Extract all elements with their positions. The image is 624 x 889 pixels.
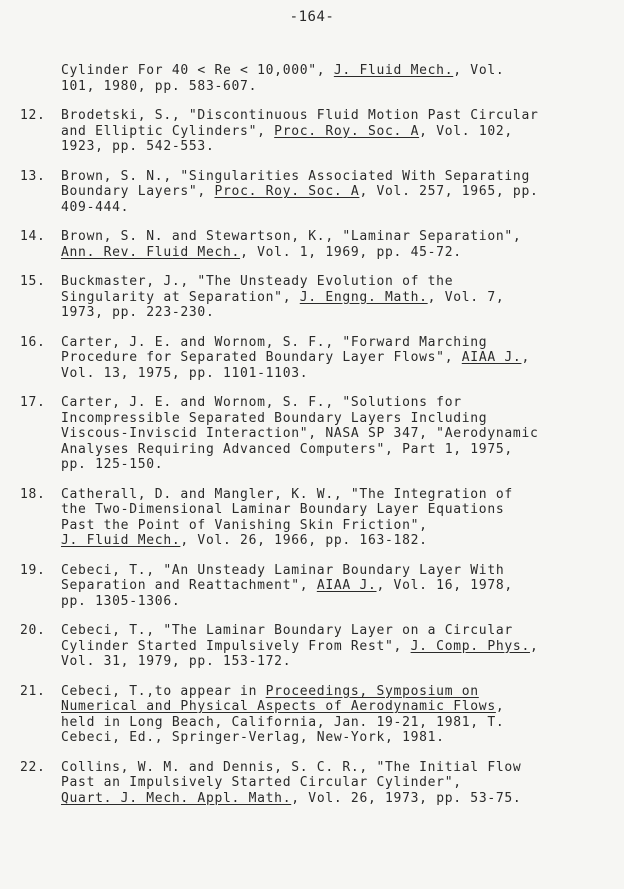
reference-line [61,290,616,306]
journal-title: Proceedings, Symposium on [265,683,479,699]
reference-line [61,411,616,427]
reference-line [61,139,616,155]
reference-item [20,487,616,549]
reference-text: Past the Point of Vanishing Skin Friction", [61,517,428,533]
reference-line [61,169,616,185]
journal-title: J. Comp. Phys. [410,638,530,654]
reference-line [61,229,616,245]
reference-text: , [495,699,505,714]
reference-number: 18. [20,486,46,502]
reference-line [61,200,616,216]
reference-item [20,335,616,382]
journal-title: J. Engng. Math. [299,289,428,305]
reference-text: , Vol. 257, 1965, pp. [359,184,539,199]
page-number: -164- [289,9,335,25]
reference-list [20,63,616,820]
reference-number: 15. [20,274,46,289]
journal-title: Proc. Roy. Soc. A [214,184,360,199]
reference-line [61,639,616,655]
reference-text: Carter, J. E. and Wornom, S. F., "Solutions for [61,395,462,410]
reference-text: Separation and Reattachment", [61,578,317,593]
reference-line [61,426,616,442]
reference-line [61,654,616,670]
reference-text: , Vol. 26, 1966, pp. 163-182. [180,533,428,548]
journal-title: Quart. J. Mech. Appl. Math. [61,790,292,806]
journal-title: AIAA J. [461,350,522,365]
reference-line [61,518,616,534]
reference-line [61,79,616,95]
reference-text: pp. 125-150. [61,457,164,472]
reference-text: , Vol. 26, 1973, pp. 53-75. [291,790,522,806]
reference-line [61,457,616,473]
reference-text: Carter, J. E. and Wornom, S. F., "Forward Marching [61,334,488,350]
reference-text: Past an Impulsively Started Circular Cylinder", [61,775,462,790]
reference-text: pp. 1305-1306. [61,593,181,609]
reference-text: Cebeci, T., "The Laminar Boundary Layer on a Circular [61,623,513,638]
reference-number: 14. [20,229,46,244]
reference-line [61,366,616,382]
reference-line [61,184,616,200]
reference-text: Viscous-Inviscid Interaction", NASA SP 347, "Aerodynamic [61,426,539,441]
reference-item [20,563,616,610]
reference-text: Buckmaster, J., "The Unsteady Evolution of the [61,274,454,289]
reference-text: , [521,350,530,365]
journal-title: Proc. Roy. Soc. A [274,123,420,139]
reference-line [61,395,616,411]
reference-text: Catherall, D. and Mangler, K. W., "The Integration of [61,486,513,502]
reference-line [61,274,616,290]
reference-text: Cylinder Started Impulsively From Rest", [61,638,411,654]
reference-text: Boundary Layers", [61,184,215,199]
reference-number: 19. [20,562,46,578]
reference-line [61,124,616,140]
journal-title: J. Fluid Mech. [61,533,181,548]
reference-line [61,775,616,791]
reference-text: Cebeci, T.,to appear in [61,683,266,699]
reference-line [61,305,616,321]
reference-line [61,623,616,639]
journal-title: J. Fluid Mech. [333,63,454,78]
reference-line [61,760,616,776]
reference-line [61,684,616,700]
reference-text: 409-444. [61,199,130,215]
reference-item [20,108,616,155]
reference-line [61,730,616,746]
reference-line [61,578,616,594]
reference-text: , Vol. 7, [427,289,505,305]
reference-number: 17. [20,395,46,410]
reference-line [61,245,616,261]
reference-text: Brown, S. N. and Stewartson, K., "Laminar Separation", [61,229,522,244]
reference-line [61,487,616,503]
reference-text: 1973, pp. 223-230. [61,305,215,320]
reference-text: Brodetski, S., "Discontinuous Fluid Motion Past Circular [61,108,539,123]
reference-number: 22. [20,759,46,775]
reference-text: Cebeci, Ed., Springer-Verlag, New-York, 1981. [61,730,445,745]
reference-continuation [20,63,616,94]
reference-line [61,563,616,579]
reference-line [61,502,616,518]
reference-item [20,623,616,670]
reference-line [61,715,616,731]
reference-text: Analyses Requiring Advanced Computers", Part 1, 1975, [61,441,513,457]
reference-item [20,760,616,807]
reference-number: 13. [20,168,46,184]
reference-line [61,442,616,458]
reference-text: Procedure for Separated Boundary Layer Flows", [61,350,462,365]
reference-text: 101, 1980, pp. 583-607. [61,78,258,94]
reference-line [61,791,616,807]
journal-title: AIAA J. [316,578,377,593]
reference-text: , Vol. 102, [419,123,513,139]
reference-text: , Vol. [453,63,505,78]
journal-title: Ann. Rev. Fluid Mech. [61,244,241,260]
reference-text: Vol. 31, 1979, pp. 153-172. [61,654,292,669]
reference-text: , Vol. 16, 1978, [376,578,513,593]
reference-line [61,350,616,366]
reference-text: Vol. 13, 1975, pp. 1101-1103. [61,365,309,381]
reference-number: 21. [20,683,46,699]
reference-line [61,335,616,351]
reference-item [20,395,616,473]
reference-line [61,533,616,549]
reference-text: , Vol. 1, 1969, pp. 45-72. [240,244,462,260]
reference-text: the Two-Dimensional Laminar Boundary Layer Equations [61,502,505,517]
reference-text: , [529,638,539,654]
reference-text: Cebeci, T., "An Unsteady Laminar Boundary Layer With [61,562,505,578]
reference-text: Brown, S. N., "Singularities Associated With Separating [61,168,530,184]
reference-item [20,684,616,746]
reference-line [61,699,616,715]
reference-item [20,169,616,216]
journal-title: Numerical and Physical Aspects of Aerodynamic Flows [61,699,496,714]
reference-item [20,274,616,321]
reference-number: 20. [20,623,46,638]
reference-number: 16. [20,334,46,350]
reference-line [61,594,616,610]
reference-item [20,229,616,260]
reference-line [61,63,616,79]
reference-text: Cylinder For 40 < Re < 10,000", [61,63,334,78]
reference-text: Singularity at Separation", [61,289,300,305]
reference-text: Collins, W. M. and Dennis, S. C. R., "The Initial Flow [61,759,522,775]
reference-text: and Elliptic Cylinders", [61,123,275,139]
reference-text: Incompressible Separated Boundary Layers Including [61,410,488,426]
reference-text: 1923, pp. 542-553. [61,139,215,154]
reference-line [61,108,616,124]
reference-text: held in Long Beach, California, Jan. 19-21, 1981, T. [61,714,505,730]
reference-number: 12. [20,108,46,123]
